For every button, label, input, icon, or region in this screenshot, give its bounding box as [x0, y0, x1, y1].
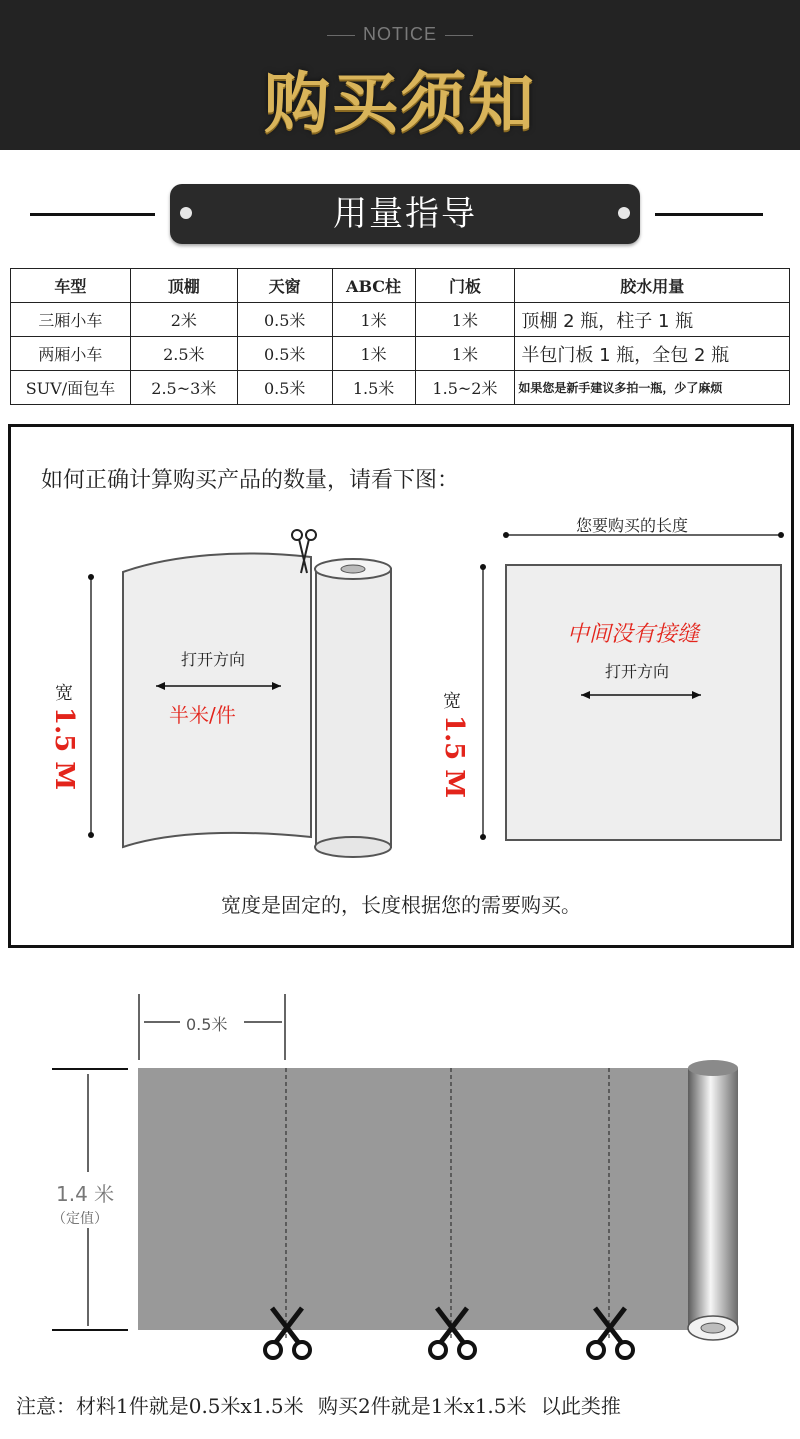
table-row — [11, 371, 790, 405]
table-cell: 2米 — [130, 303, 237, 337]
column-header: 门板 — [415, 269, 515, 303]
seamless-label: 中间没有接缝 — [567, 622, 700, 647]
flat-sheet-illustration — [480, 532, 784, 840]
table-cell: 如果您是新手建议多拍一瓶，少了麻烦 — [515, 371, 790, 405]
column-header: ABC柱 — [332, 269, 415, 303]
roll-cut-diagram — [0, 960, 800, 1380]
table-cell: 1米 — [332, 303, 415, 337]
left-width-value: 1.5 M — [49, 707, 79, 791]
table-cell: 1米 — [332, 337, 415, 371]
usage-guide-title: 用量指导 — [333, 194, 477, 234]
table-cell: 1.5~2米 — [415, 371, 515, 405]
column-header: 胶水用量 — [515, 269, 790, 303]
purchase-note — [16, 1390, 796, 1419]
left-direction-label: 打开方向 — [181, 650, 246, 669]
sheet-roll-illustration — [88, 530, 391, 857]
segment-length-label: 0.5米 — [186, 1015, 228, 1034]
table-cell: 顶棚 2 瓶，柱子 1 瓶 — [515, 303, 790, 337]
notice-label: NOTICE — [0, 24, 800, 45]
table-cell: 2.5米 — [130, 337, 237, 371]
table-cell: 半包门板 1 瓶，全包 2 瓶 — [515, 337, 790, 371]
page-title: 购买须知 — [264, 65, 536, 142]
height-note: （定值） — [52, 1211, 108, 1227]
table-cell: 1.5米 — [332, 371, 415, 405]
how-to-footer: 宽度是固定的，长度根据您的需要购买。 — [221, 893, 581, 917]
banner-line-right — [655, 213, 763, 216]
right-direction-label: 打开方向 — [605, 662, 670, 681]
column-header: 车型 — [11, 269, 131, 303]
table-cell: 0.5米 — [237, 337, 332, 371]
table-cell: 0.5米 — [237, 371, 332, 405]
usage-guide-banner — [170, 184, 640, 244]
height-label: 1.4 米 — [56, 1182, 115, 1206]
table-cell: 三厢小车 — [11, 303, 131, 337]
table-cell: 2.5~3米 — [130, 371, 237, 405]
column-header: 天窗 — [237, 269, 332, 303]
usage-table — [10, 268, 790, 405]
banner-line-left — [30, 213, 155, 216]
table-cell: 两厢小车 — [11, 337, 131, 371]
note-part-2: 购买2件就是1米x1.5米 — [317, 1394, 527, 1418]
right-length-label: 您要购买的长度 — [576, 516, 689, 535]
table-cell: 1米 — [415, 337, 515, 371]
notice-header — [0, 0, 800, 150]
column-header: 顶棚 — [130, 269, 237, 303]
table-row — [11, 337, 790, 371]
how-to-box — [8, 424, 794, 948]
how-to-title: 如何正确计算购买产品的数量，请看下图： — [41, 468, 460, 493]
table-header-row — [11, 269, 790, 303]
table-cell: 0.5米 — [237, 303, 332, 337]
left-unit-label: 半米/件 — [169, 703, 236, 727]
right-width-value: 1.5 M — [439, 715, 469, 799]
table-row — [11, 303, 790, 337]
how-to-diagram — [11, 427, 791, 947]
right-width-label: 宽 — [443, 691, 461, 712]
note-part-3: 以此类推 — [540, 1394, 621, 1418]
left-width-label: 宽 — [55, 683, 73, 704]
note-part-1: 注意：材料1件就是0.5米x1.5米 — [16, 1394, 304, 1418]
table-cell: 1米 — [415, 303, 515, 337]
table-cell: SUV/面包车 — [11, 371, 131, 405]
